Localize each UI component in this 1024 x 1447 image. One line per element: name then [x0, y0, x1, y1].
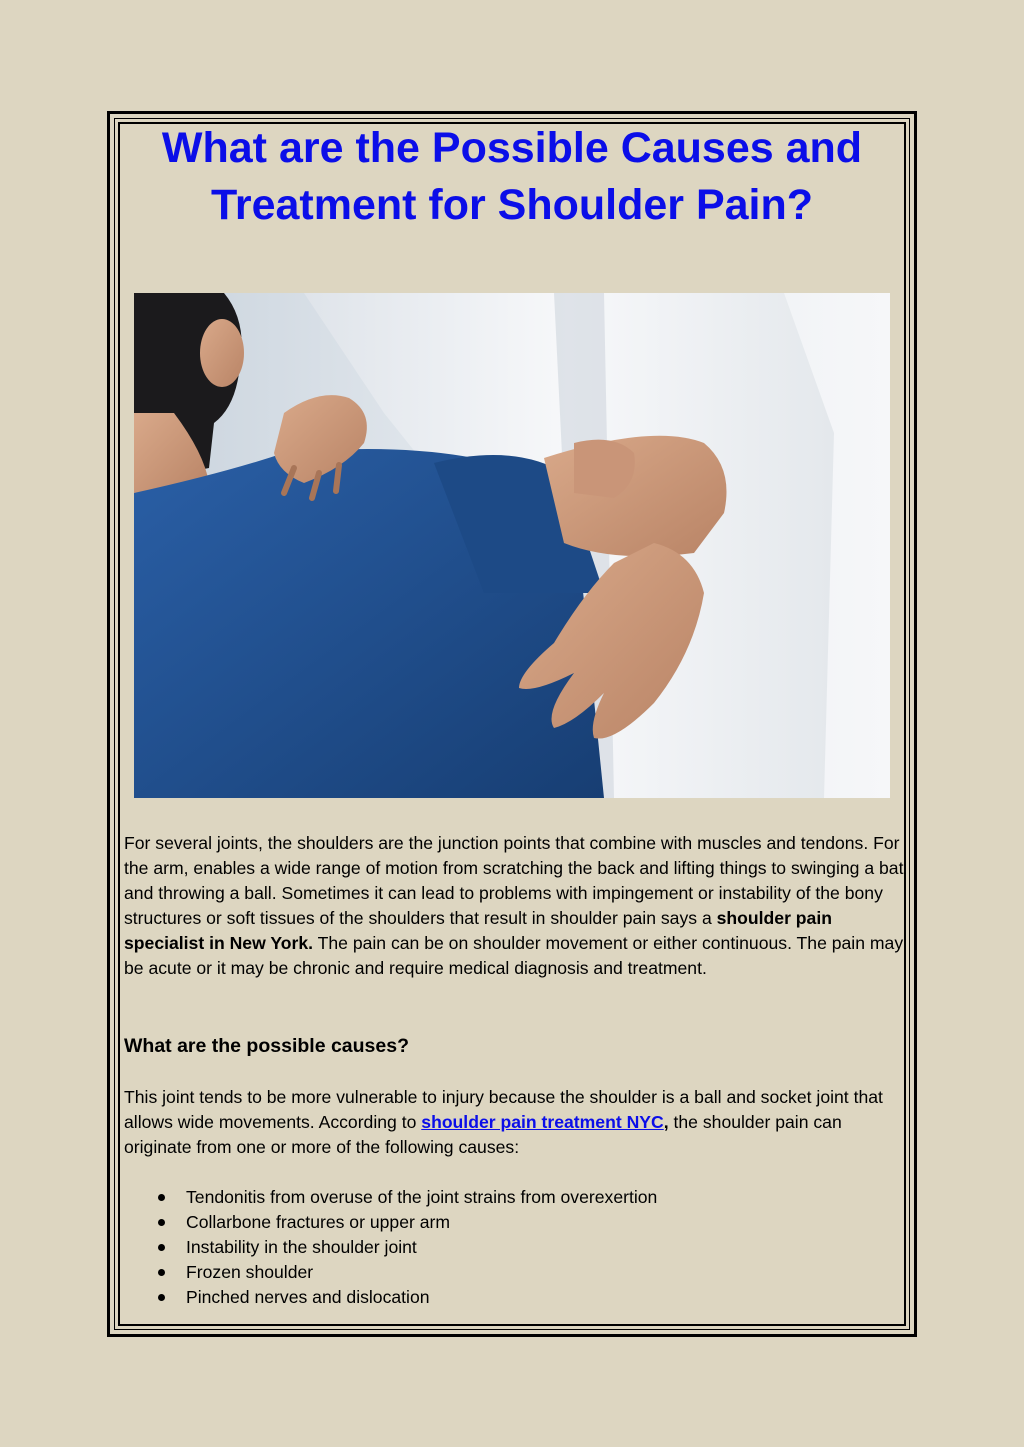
- causes-heading: What are the possible causes?: [124, 1035, 410, 1057]
- list-item: [124, 1210, 657, 1235]
- bullet-icon: [158, 1219, 165, 1226]
- list-item: [124, 1285, 657, 1310]
- bullet-icon: [158, 1194, 165, 1201]
- list-item-text: Pinched nerves and dislocation: [186, 1287, 430, 1307]
- intro-paragraph: [124, 831, 904, 981]
- doctor-examining-shoulder-illustration: [134, 293, 890, 798]
- intro-text-a: For several joints, the shoulders are the junction points that combine with muscles and tendons. For the arm, enables a wide range of motion from scratching the back and lifting things to swinging a bat and throwing a ball. Sometimes it can lead to problems with impingement or instability of the bony structures or soft tissues of the shoulders that result in shoulder pain says a: [124, 833, 904, 928]
- causes-list: [124, 1185, 657, 1310]
- patient-ear: [200, 319, 244, 387]
- link-comma: ,: [663, 1112, 669, 1132]
- list-item: [124, 1235, 657, 1260]
- list-item-text: Collarbone fractures or upper arm: [186, 1212, 451, 1232]
- bullet-icon: [158, 1244, 165, 1251]
- list-item: [124, 1185, 657, 1210]
- causes-paragraph: [124, 1085, 904, 1160]
- causes-text-a: This joint tends to be more vulnerable to injury because the shoulder is a ball and socket joint that allows wide movements. According to: [124, 1087, 883, 1132]
- shoulder-pain-treatment-link[interactable]: shoulder pain treatment NYC: [421, 1112, 664, 1132]
- causes-text-b: the shoulder pain can originate from one or more of the following causes:: [124, 1112, 842, 1157]
- page-title: [0, 120, 1024, 234]
- bullet-icon: [158, 1294, 165, 1301]
- intro-text-b: The pain can be on shoulder movement or either continuous. The pain may be acute or it may be chronic and require medical diagnosis and treatment.: [124, 933, 904, 978]
- page-title-line-2: Treatment for Shoulder Pain?: [210, 181, 814, 229]
- list-item-text: Frozen shoulder: [186, 1262, 314, 1282]
- list-item-text: Tendonitis from overuse of the joint strains from overexertion: [186, 1187, 658, 1207]
- list-item-text: Instability in the shoulder joint: [186, 1237, 417, 1257]
- page-title-line-1: What are the Possible Causes and: [161, 124, 863, 172]
- intro-bold-text: shoulder pain specialist in New York.: [124, 908, 832, 953]
- patient-forearm: [544, 436, 727, 557]
- list-item: [124, 1260, 657, 1285]
- bullet-icon: [158, 1269, 165, 1276]
- hero-photo: [134, 293, 890, 798]
